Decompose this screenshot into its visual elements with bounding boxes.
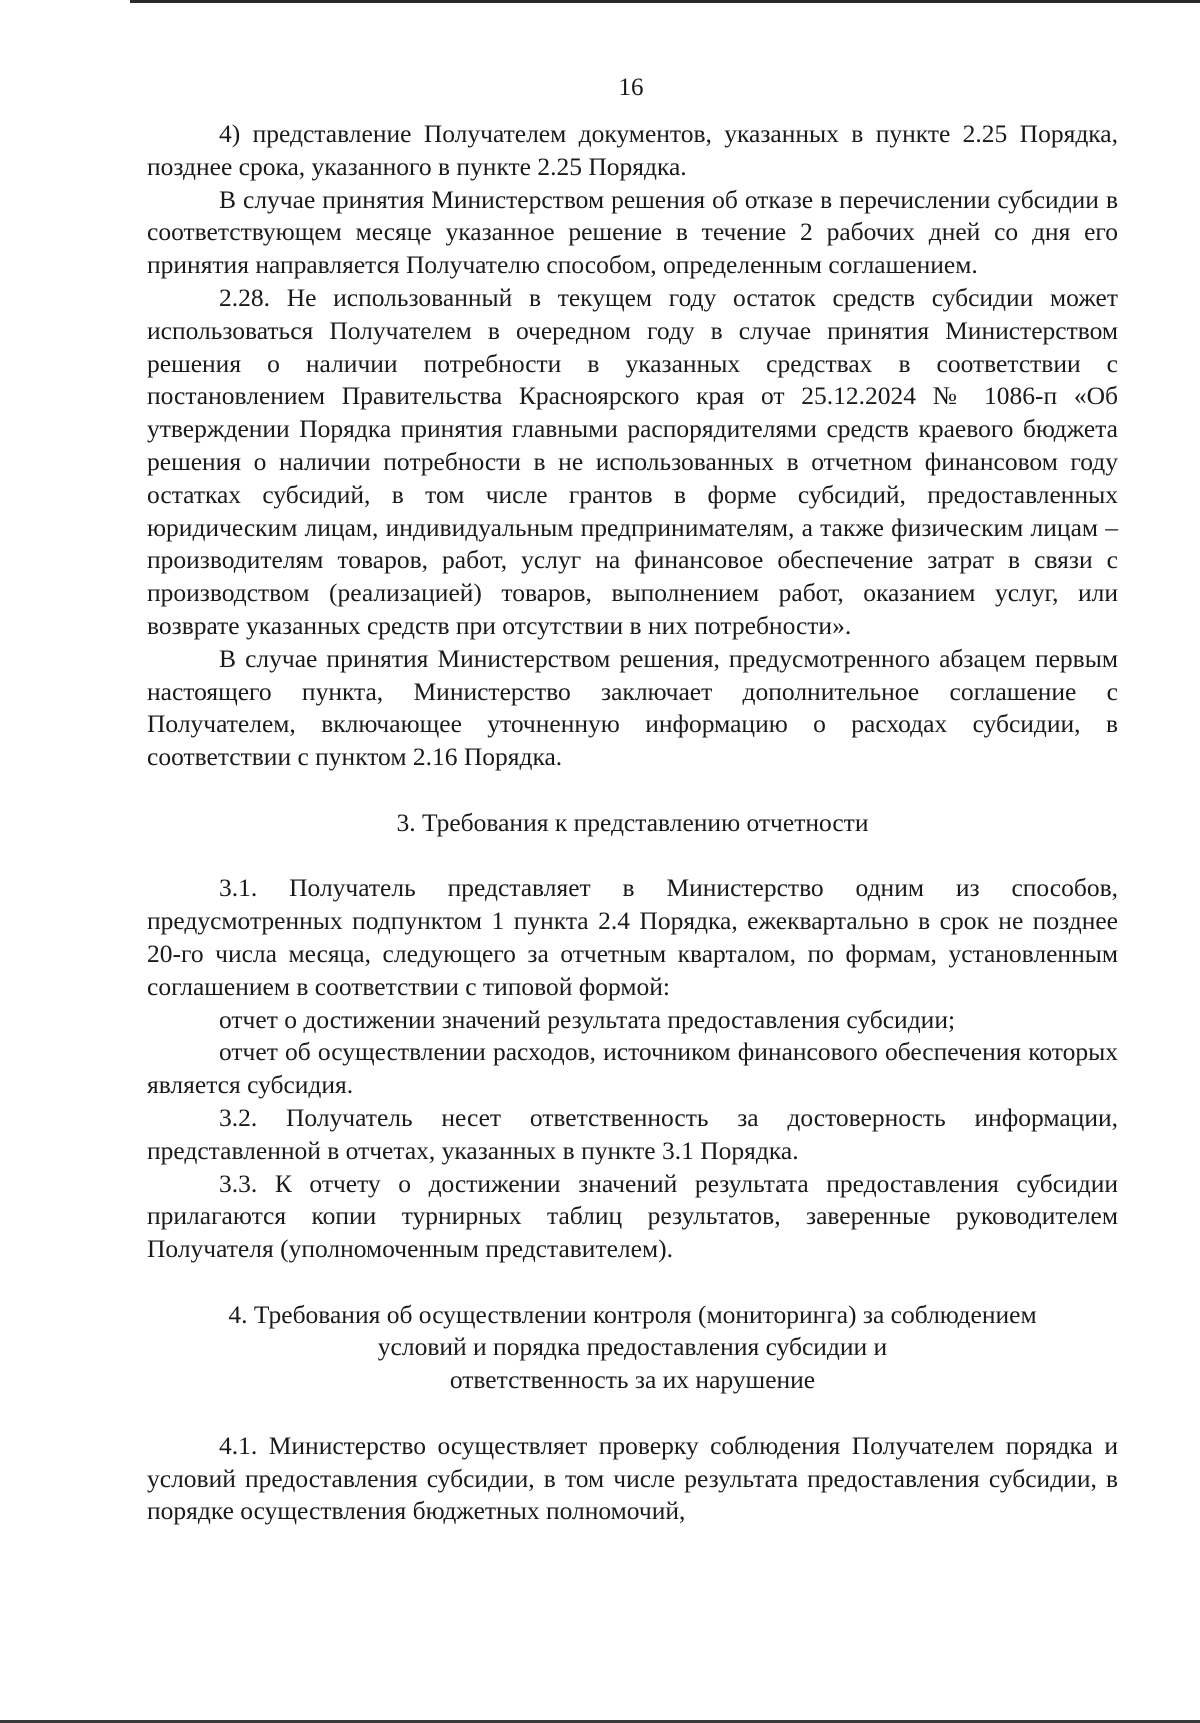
spacer: [147, 840, 1118, 873]
paragraph-3-3: 3.3. К отчету о достижении значений результата предоставления субсидии прилагаются копии турнирных таблиц результатов, заверенные руководителем Получателя (уполномоченным представителем).: [147, 1168, 1118, 1264]
paragraph-report-expenses: отчет об осуществлении расходов, источником финансового обеспечения которых является субсидия.: [147, 1037, 1118, 1100]
paragraph-3-2: 3.2. Получатель несет ответственность за достоверность информации, представленной в отчетах, указанных в пункте 3.1 Порядка.: [147, 1102, 1118, 1165]
section-4-heading-line-2: условий и порядка предоставления субсидии и: [377, 1332, 888, 1362]
paragraph-3-1: 3.1. Получатель представляет в Министерство одним из способов, предусмотренных подпунктом 1 пункта 2.4 Порядка, ежеквартально в срок не позднее 20-го числа месяца, следующего за отчетным кварталом, по формам, установленным соглашением в соответствии с типовой формой:: [147, 873, 1118, 1001]
section-3-heading: 3. Требования к представлению отчетности: [396, 807, 869, 837]
paragraph-additional-agreement: В случае принятия Министерством решения, предусмотренного абзацем первым настоящего пункта, Министерство заключает дополнительное соглашение с Получателем, включающее уточненную информацию о расходах субсидии, в соответствии с пунктом 2.16 Порядка.: [147, 643, 1118, 772]
paragraph-report-results: отчет о достижении значений результата предоставления субсидии;: [219, 1004, 956, 1034]
spacer: [147, 1266, 1118, 1299]
section-4-heading-line-1: 4. Требования об осуществлении контроля (мониторинга) за соблюдением: [228, 1299, 1037, 1329]
spacer: [147, 1397, 1118, 1430]
spacer: [147, 774, 1118, 807]
paragraph-2-28: 2.28. Не использованный в текущем году остаток средств субсидии может использоваться Получателем в очередном году в случае принятия Министерством решения о наличии потребности в указанных средствах в соответствии с постановлением Правительства Красноярского края от 25.12.2024 № 1086-п «Об утверждении Порядка принятия главными распорядителями средств краевого бюджета решения о наличии потребности в не использованных в отчетном финансовом году остатках субсидий, в том числе грантов в форме субсидий, предоставленных юридическим лицам, индивидуальным предпринимателям, а также физическим лицам – производителям товаров, работ, услуг на финансовое обеспечение затрат в связи с производством (реализацией) товаров, выполнением работ, оказанием услуг, или возврате указанных средств при отсутствии в них потребности».: [147, 282, 1118, 640]
paragraph-item-4: 4) представление Получателем документов, указанных в пункте 2.25 Порядка, позднее срока, указанного в пункте 2.25 Порядка.: [147, 119, 1118, 181]
paragraph-4-1: 4.1. Министерство осуществляет проверку соблюдения Получателем порядка и условий предоставления субсидии, в том числе результата предоставления субсидии, в порядке осуществления бюджетных полномочий,: [147, 1430, 1118, 1526]
document-body: [147, 118, 1118, 1528]
section-4-heading-line-3: ответственность за их нарушение: [449, 1365, 816, 1395]
paragraph-refusal-notice: В случае принятия Министерством решения об отказе в перечислении субсидии в соответствующем месяце указанное решение в течение 2 рабочих дней со дня его принятия направляется Получателю способом, определенным соглашением.: [147, 184, 1118, 280]
page-number: 16: [618, 74, 644, 101]
top-border-line: [130, 0, 1200, 3]
